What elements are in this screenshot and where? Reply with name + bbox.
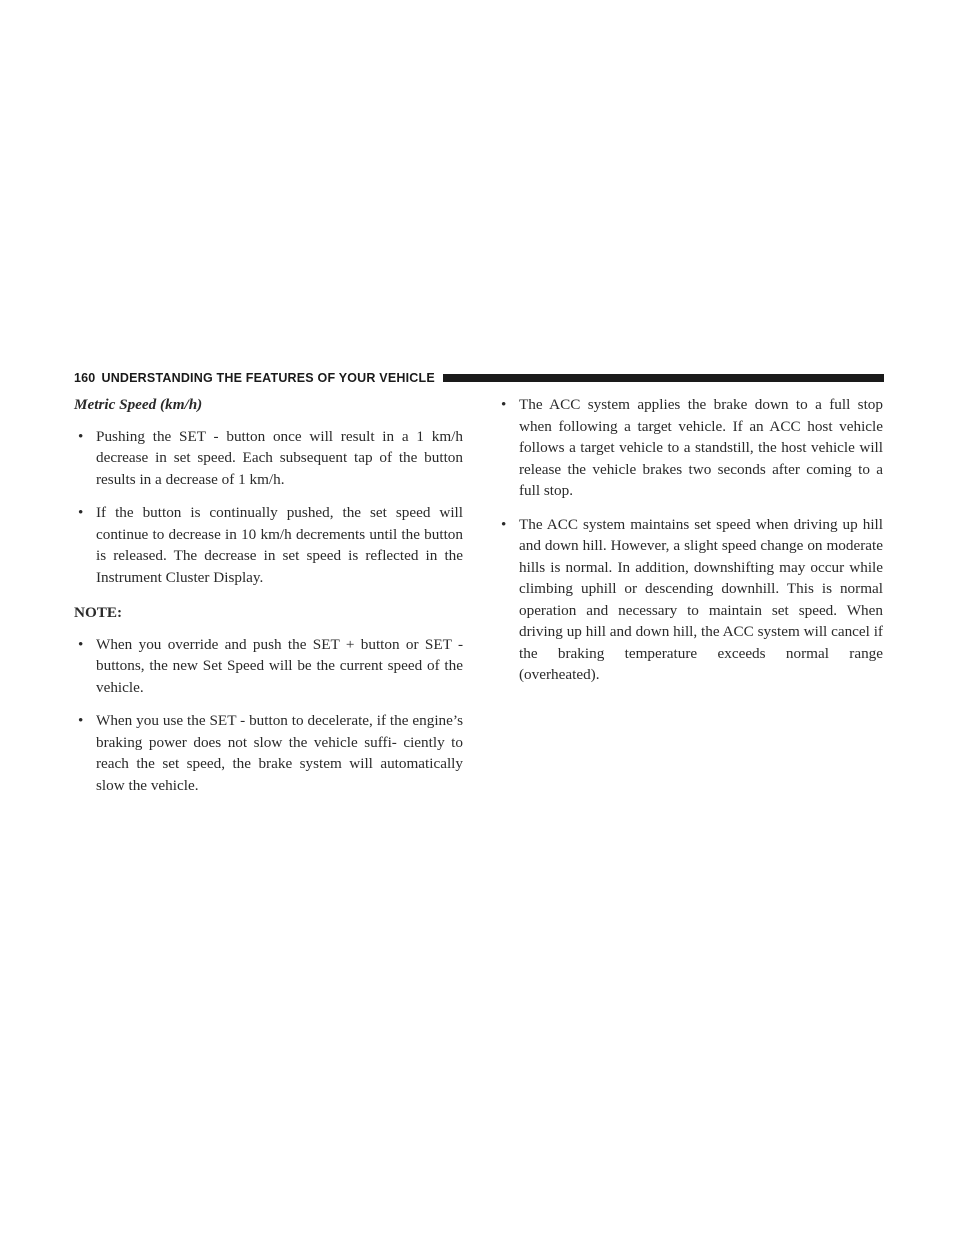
bullet-icon: • <box>501 396 507 413</box>
bullet-icon: • <box>501 515 507 533</box>
note-heading: NOTE: <box>74 604 123 621</box>
list-item <box>74 710 463 796</box>
list-item-text: The ACC system maintains set speed when driving up hill and down hill. However, a slight speed change on moderate hills is normal. In addition, downshifting may occur while climbing uphill or descending downhill. This is normal operation and necessary to maintain set speed. When driving up hill and down hill, the ACC system will cancel if the braking temperature exceeds normal range (overheated). <box>519 515 883 683</box>
page-number: 160 <box>74 371 96 385</box>
bullet-icon: • <box>78 504 84 521</box>
bullet-icon: • <box>78 635 84 653</box>
list-item <box>497 394 883 502</box>
header-rule <box>443 374 884 382</box>
list-item-text: Pushing the SET - button once will result in a 1 km/h decrease in set speed. Each subsequent tap of the button results in a decrease of 1 km/h. <box>96 427 463 488</box>
subheading-metric-speed: Metric Speed (km/h) <box>74 396 203 413</box>
bullet-list-note <box>74 634 463 797</box>
section-title: UNDERSTANDING THE FEATURES OF YOUR VEHICLE <box>101 371 435 385</box>
bullet-icon: • <box>78 427 84 445</box>
list-item <box>74 634 463 699</box>
bullet-icon: • <box>78 712 84 729</box>
list-item <box>74 426 463 491</box>
list-item-text: If the button is continually pushed, the set speed will continue to decrease in 10 km/h decrements until the button is released. The decrease in set speed is reflected in the Instrument Cluster Display. <box>96 504 463 586</box>
list-item-text: When you override and push the SET + button or SET - buttons, the new Set Speed will be the current speed of the vehicle. <box>96 635 463 696</box>
right-column <box>497 394 883 698</box>
list-item <box>497 514 883 686</box>
bullet-list-right <box>497 394 883 686</box>
list-item-text: When you use the SET - button to decelerate, if the engine’s braking power does not slow the vehicle suffi- ciently to reach the set speed, the brake system will automatically slow the vehicle. <box>96 712 463 794</box>
list-item <box>74 502 463 588</box>
list-item-text: The ACC system applies the brake down to a full stop when following a target vehicle. If an ACC host vehicle follows a target vehicle to a standstill, the host vehicle will release the vehicle brakes two seconds after coming to a full stop. <box>519 396 883 499</box>
left-column <box>74 394 463 808</box>
bullet-list-top <box>74 426 463 589</box>
page-header <box>74 369 884 387</box>
